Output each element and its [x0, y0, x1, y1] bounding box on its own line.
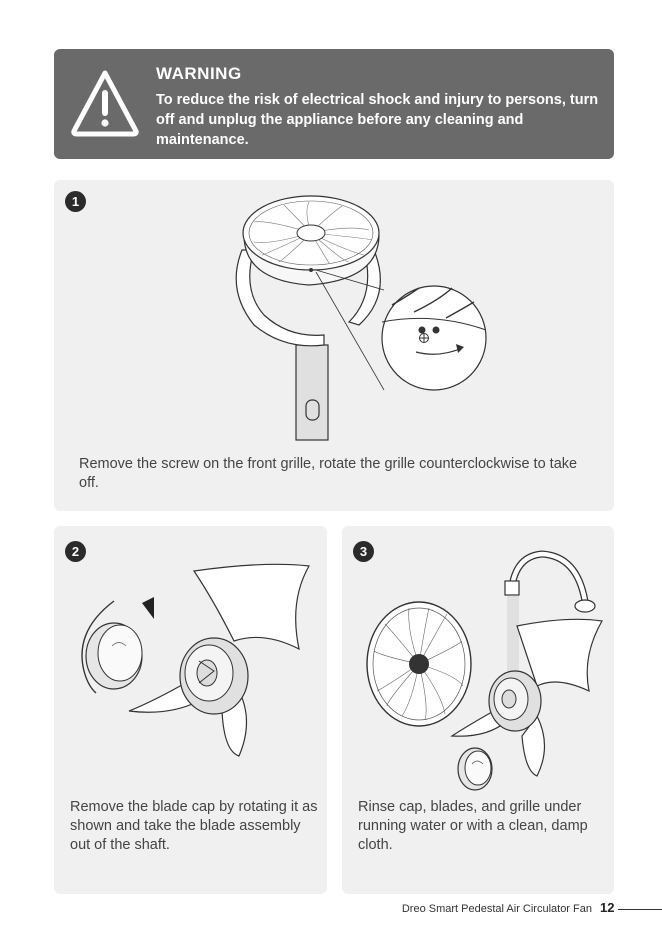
footer-product-name: Dreo Smart Pedestal Air Circulator Fan	[401, 903, 592, 915]
step-3-panel	[342, 526, 614, 894]
step-1-panel	[54, 180, 614, 511]
step-2-badge: 2	[65, 541, 86, 562]
step-2-panel	[54, 526, 327, 894]
warning-title: WARNING	[156, 64, 242, 83]
step-1-badge: 1	[65, 191, 86, 212]
fan-front-grille-illustration	[224, 200, 494, 440]
step-3-caption: Rinse cap, blades, and grille under running water or with a clean, damp cloth.	[358, 799, 588, 853]
step-2-caption: Remove the blade cap by rotating it as shown and take the blade assembly out of the shaft.	[70, 799, 318, 853]
step-1-caption: Remove the screw on the front grille, rotate the grille counterclockwise to take off.	[79, 456, 578, 491]
step-3-badge: 3	[353, 541, 374, 562]
rinse-parts-illustration	[357, 546, 607, 796]
page-number: 12	[600, 900, 615, 915]
warning-text: To reduce the risk of electrical shock and injury to persons, turn off and unplug the appliance before any cleaning and maintenance.	[156, 92, 599, 148]
warning-triangle-icon	[70, 69, 140, 137]
blade-cap-removal-illustration	[74, 561, 314, 761]
warning-banner	[54, 49, 614, 159]
screw-icon	[420, 334, 429, 343]
footer-rule	[618, 909, 662, 910]
